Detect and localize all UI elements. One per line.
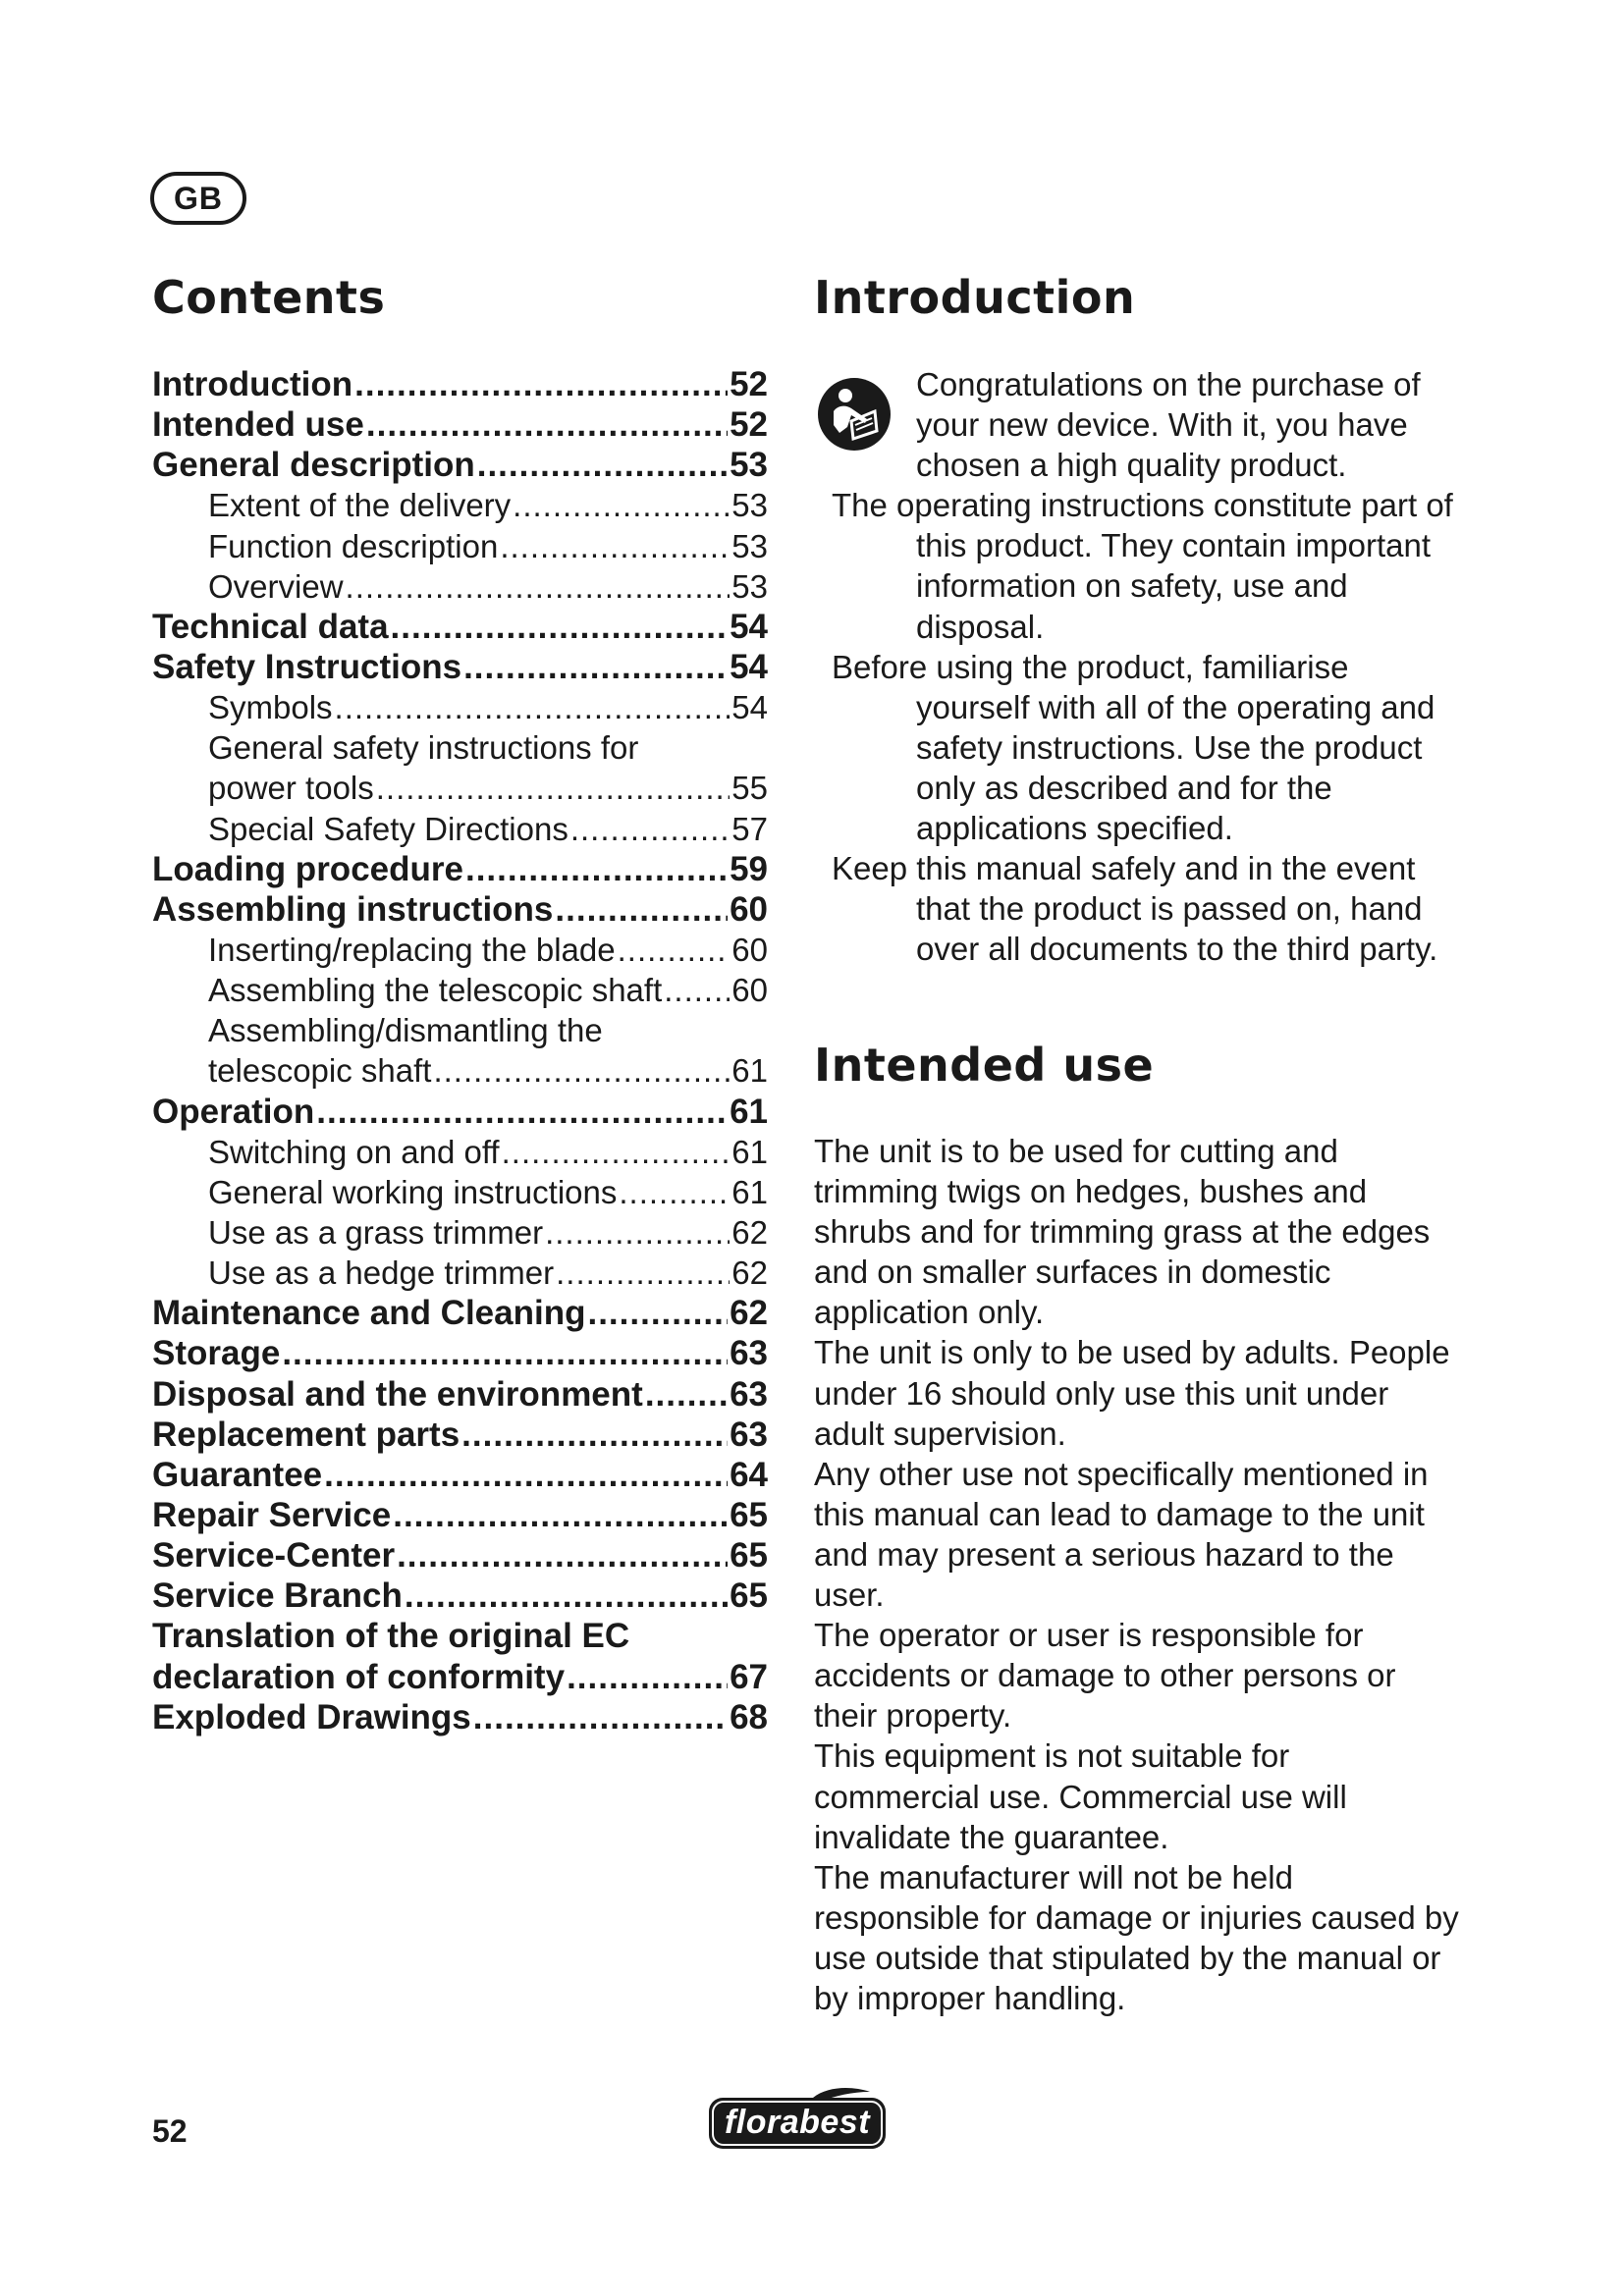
toc-entry-page: 53 [731, 567, 768, 605]
intended-use-heading: Intended use [814, 1039, 1155, 1092]
toc-entry [152, 566, 768, 607]
toc-entry-title: telescopic shaft [208, 1052, 432, 1090]
toc-entry-title: Loading procedure [152, 849, 463, 888]
intro-paragraph: Congratulations on the purchase of your new device. With it, you have chosen a high quality product. [916, 366, 1421, 484]
toc-entry-title: Introduction [152, 365, 353, 403]
toc-entry-page: 65 [730, 1576, 768, 1616]
toc-leader-dots [513, 485, 730, 525]
toc-entry-title: Switching on and off [208, 1133, 500, 1170]
toc-entry-title: Function description [208, 527, 499, 564]
toc-entry-page: 65 [730, 1536, 768, 1575]
toc-leader-dots [461, 1415, 728, 1455]
toc-entry [152, 1212, 768, 1253]
toc-entry-title: Maintenance and Cleaning [152, 1294, 586, 1333]
intro-paragraph: Before using the product, familiarise yourself with all of the operating and safety instructions. Use the product only as described and for the applications specified. [832, 648, 1435, 847]
toc-leader-dots [376, 768, 731, 808]
toc-leader-dots [473, 1697, 728, 1737]
toc-entry [152, 364, 768, 404]
toc-entry [152, 849, 768, 889]
toc-entry-page: 68 [730, 1697, 768, 1736]
toc-entry-title: power tools [208, 770, 374, 807]
toc-entry [152, 1374, 768, 1415]
toc-entry-page: 63 [730, 1374, 768, 1414]
toc-entry-title: Intended use [152, 405, 364, 445]
toc-entry-page: 59 [730, 849, 768, 888]
toc-entry-title: Special Safety Directions [208, 810, 568, 847]
toc-entry-title: General description [152, 446, 475, 485]
toc-entry-title: Service Branch [152, 1576, 403, 1616]
toc-entry-page: 52 [730, 365, 768, 403]
country-badge: GB [150, 172, 246, 225]
toc-entry-page: 61 [730, 1092, 768, 1131]
toc-entry-page: 52 [730, 405, 768, 445]
use-paragraph: The unit is to be used for cutting and trimming twigs on hedges, bushes and shrubs and for trimming grass at the edges and on smaller surfaces in domestic application only. [814, 1133, 1431, 1331]
toc-entry [152, 526, 768, 566]
toc-entry-page: 60 [730, 889, 768, 929]
toc-entry-page: 54 [730, 607, 768, 646]
toc-entry-page: 67 [730, 1657, 768, 1696]
toc-entry [152, 1050, 768, 1091]
toc-entry [152, 404, 768, 445]
use-paragraph: The operator or user is responsible for accidents or damage to other persons or their property. [814, 1617, 1396, 1735]
toc-entry-title: Technical data [152, 607, 389, 646]
toc-entry-page: 53 [731, 527, 768, 564]
toc-leader-dots [346, 566, 731, 607]
toc-leader-dots [555, 889, 728, 930]
toc-leader-dots [477, 445, 728, 485]
toc-entry-title: Overview [208, 567, 344, 605]
toc-entry [152, 970, 768, 1010]
toc-entry [152, 1333, 768, 1373]
toc-entry-page: 53 [730, 446, 768, 485]
toc-entry-title: Use as a hedge trimmer [208, 1255, 555, 1292]
toc-entry-page: 65 [730, 1495, 768, 1534]
toc-leader-dots [335, 687, 731, 727]
page-number: 52 [152, 2113, 188, 2149]
introduction-text [832, 364, 1460, 969]
toc-leader-dots [405, 1575, 728, 1616]
toc-leader-dots [316, 1092, 728, 1132]
toc-entry-page: 54 [730, 647, 768, 686]
toc-entry-page: 63 [730, 1415, 768, 1454]
toc-leader-dots [391, 607, 729, 647]
toc-leader-dots [567, 1657, 728, 1697]
toc-entry-title: General safety instructions for [208, 729, 639, 767]
toc-entry-title: Operation [152, 1092, 315, 1131]
toc-entry [152, 445, 768, 485]
toc-entry [152, 607, 768, 647]
toc-entry-title: Repair Service [152, 1495, 392, 1534]
toc-entry-page: 61 [731, 1052, 768, 1090]
toc-entry [152, 1575, 768, 1616]
toc-entry-title: Exploded Drawings [152, 1697, 471, 1736]
toc-entry-title: Assembling instructions [152, 889, 554, 929]
use-paragraph: Any other use not specifically mentioned in this manual can lead to damage to the unit and may present a serious hazard to the user. [814, 1455, 1429, 1614]
use-paragraph: The unit is only to be used by adults. People under 16 should only use this unit under adult supervision. [814, 1334, 1450, 1452]
introduction-heading: Introduction [814, 271, 1136, 324]
toc-entry-title: Service-Center [152, 1536, 396, 1575]
toc-leader-dots [545, 1212, 730, 1253]
toc-leader-dots [354, 364, 728, 404]
toc-entry [152, 1172, 768, 1212]
toc-entry-title: Assembling/dismantling the [208, 1012, 603, 1049]
toc-entry-title: declaration of conformity [152, 1657, 566, 1696]
toc-leader-dots [619, 1172, 730, 1212]
toc-entry [152, 1253, 768, 1293]
toc-entry [152, 687, 768, 727]
toc-entry [152, 768, 768, 808]
toc-entry [152, 889, 768, 930]
toc-leader-dots [282, 1333, 728, 1373]
toc-entry-title: Translation of the original EC [152, 1617, 630, 1656]
toc-entry-page: 61 [731, 1133, 768, 1170]
intro-paragraph: The operating instructions constitute part of this product. They contain important information on safety, use and disposal. [832, 487, 1453, 645]
toc-entry [152, 1657, 768, 1697]
toc-leader-dots [556, 1253, 730, 1293]
toc-leader-dots [433, 1050, 730, 1091]
toc-entry [152, 930, 768, 970]
toc-entry-page: 62 [730, 1294, 768, 1333]
toc-leader-dots [397, 1535, 728, 1575]
toc-leader-dots [500, 526, 730, 566]
toc-entry [152, 1415, 768, 1455]
toc-entry-page: 64 [730, 1455, 768, 1494]
toc-leader-dots [393, 1495, 728, 1535]
toc-entry [152, 1132, 768, 1172]
toc-leader-dots [463, 647, 728, 687]
toc-entry-page: 62 [731, 1255, 768, 1292]
toc-entry [152, 1455, 768, 1495]
toc-entry-title: Replacement parts [152, 1415, 460, 1454]
toc-entry-title: Symbols [208, 689, 333, 726]
toc-entry-page: 53 [731, 487, 768, 524]
toc-leader-dots [324, 1455, 728, 1495]
toc-entry-title: Safety Instructions [152, 647, 462, 686]
toc-entry-title: Use as a grass trimmer [208, 1213, 544, 1251]
toc-leader-dots [570, 809, 730, 849]
contents-heading: Contents [152, 271, 386, 324]
toc-entry [152, 1092, 768, 1132]
toc-entry [152, 647, 768, 687]
toc-leader-dots [587, 1293, 728, 1333]
toc-entry-title: Extent of the delivery [208, 487, 512, 524]
toc-entry-title: Guarantee [152, 1455, 323, 1494]
toc-entry [152, 1495, 768, 1535]
toc-leader-dots [502, 1132, 731, 1172]
toc-entry-page: 60 [731, 972, 768, 1009]
toc-entry [152, 809, 768, 849]
intro-paragraph: Keep this manual safely and in the event that the product is passed on, hand over all documents to the third party. [832, 850, 1438, 968]
toc-leader-dots [645, 1374, 728, 1415]
toc-entry-page: 57 [731, 810, 768, 847]
toc-leader-dots [664, 970, 730, 1010]
use-paragraph: The manufacturer will not be held responsible for damage or injuries caused by use outside that stipulated by the manual or by improper handling. [814, 1858, 1459, 2016]
toc-entry [152, 1697, 768, 1737]
use-paragraph: This equipment is not suitable for commercial use. Commercial use will invalidate the guarantee. [814, 1737, 1347, 1855]
brand-name: florabest [724, 2103, 871, 2141]
toc-entry [152, 1616, 768, 1656]
toc-leader-dots [465, 849, 728, 889]
toc-entry-title: Assembling the telescopic shaft [208, 972, 663, 1009]
toc-leader-dots [618, 930, 731, 970]
toc-entry-title: Inserting/replacing the blade [208, 931, 616, 968]
toc-entry-title: General working instructions [208, 1173, 618, 1210]
toc-entry [152, 1293, 768, 1333]
toc-entry-page: 62 [731, 1213, 768, 1251]
toc-entry-page: 60 [731, 931, 768, 968]
toc-entry [152, 1010, 768, 1050]
toc-entry-page: 63 [730, 1334, 768, 1373]
toc-entry [152, 727, 768, 768]
intended-use-text [814, 1131, 1462, 2018]
toc-entry-title: Storage [152, 1334, 281, 1373]
toc-entry-page: 61 [731, 1173, 768, 1210]
toc-entry-page: 54 [731, 689, 768, 726]
toc-entry-title: Disposal and the environment [152, 1374, 643, 1414]
toc-entry-page: 55 [731, 770, 768, 807]
toc-entry [152, 1535, 768, 1575]
toc-entry [152, 485, 768, 525]
toc-leader-dots [366, 404, 728, 445]
table-of-contents [152, 364, 768, 1737]
